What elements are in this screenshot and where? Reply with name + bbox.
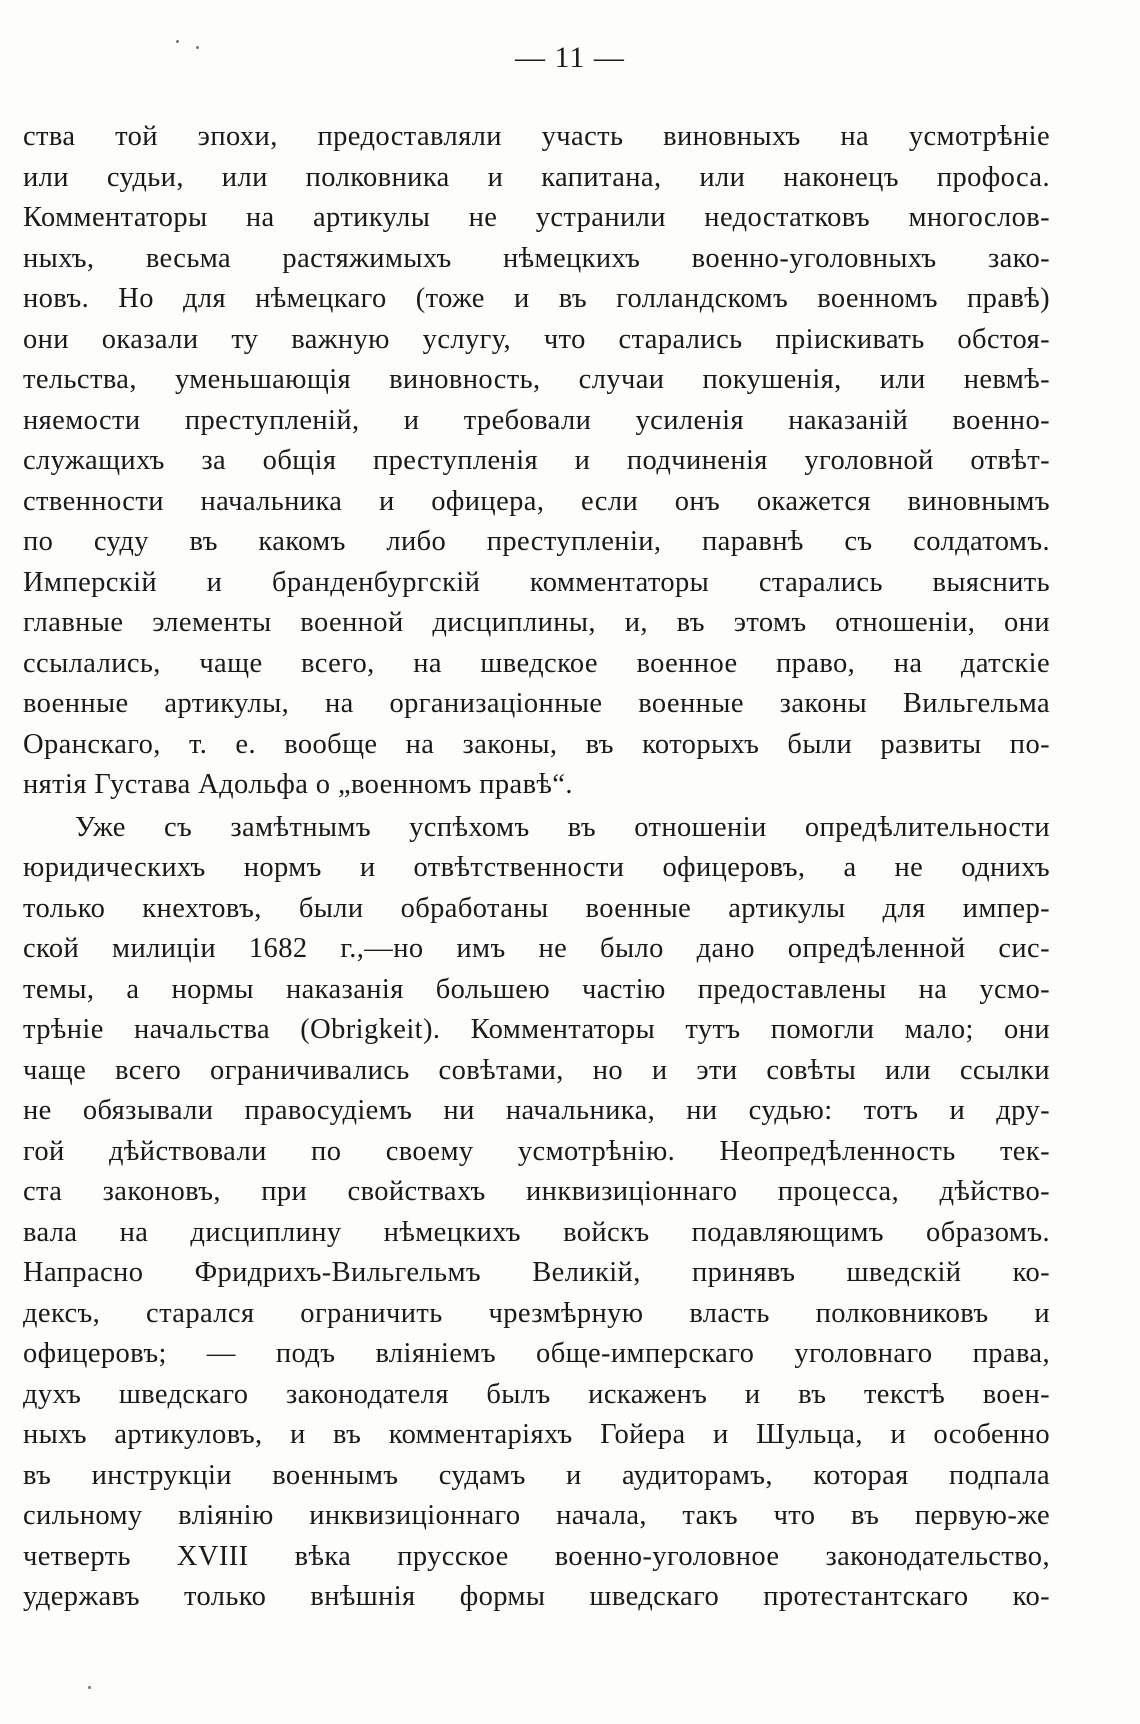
text-line: юридическихъ нормъ и отвѣтственности офицеровъ, а не однихъ <box>23 852 1050 883</box>
text-line: Уже съ замѣтнымъ успѣхомъ въ отношеніи опредѣлительности <box>75 811 1050 843</box>
text-line: чаще всего ограничивались совѣтами, но и эти совѣты или ссылки <box>23 1054 1050 1086</box>
text-line: главные элементы военной дисциплины, и, въ этомъ отношеніи, они <box>23 607 1050 638</box>
text-line: гой дѣйствовали по своему усмотрѣнію. Неопредѣленность тек- <box>23 1135 1050 1167</box>
text-line: ской милиціи 1682 г.,—но имъ не было дано опредѣленной сис- <box>23 933 1050 964</box>
text-line: или судьи, или полковника и капитана, или наконецъ профоса. <box>23 161 1050 193</box>
text-line: нятія Густава Адольфа о „военномъ правѣ“. <box>23 769 573 800</box>
text-line: трѣніе начальства (Obrigkeit). Комментаторы тутъ помогли мало; они <box>23 1014 1050 1045</box>
text-line: ственности начальника и офицера, если онъ окажется виновнымъ <box>23 485 1050 517</box>
text-line: Имперскій и бранденбургскій комментаторы старались выяснить <box>23 566 1050 598</box>
text-line: ныхъ, весьма растяжимыхъ нѣмецкихъ военно-уголовныхъ зако- <box>23 242 1050 274</box>
text-line: Оранскаго, т. е. вообще на законы, въ которыхъ были развиты по- <box>23 728 1050 760</box>
text-line: только кнехтовъ, были обработаны военные артикулы для импер- <box>23 892 1050 924</box>
text-line: они оказали ту важную услугу, что старались пріискивать обстоя- <box>23 323 1050 355</box>
paragraph-2 <box>23 808 1050 1618</box>
text-line: ссылались, чаще всего, на шведское военное право, на датскіе <box>23 647 1050 679</box>
print-speck <box>176 40 179 43</box>
text-line: удержавъ только внѣшнія формы шведскаго протестантскаго ко- <box>23 1581 1050 1612</box>
text-line: четверть XVIII вѣка прусское военно-уголовное законодательство, <box>23 1540 1050 1572</box>
text-line: по суду въ какомъ либо преступленіи, паравнѣ съ солдатомъ. <box>23 526 1050 557</box>
page-number: — 11 — <box>515 41 625 74</box>
text-line: Напрасно Фридрихъ-Вильгельмъ Великій, принявъ шведскій ко- <box>23 1257 1050 1288</box>
text-line: дексъ, старался ограничить чрезмѣрную власть полковниковъ и <box>23 1297 1050 1329</box>
text-line: ныхъ артикуловъ, и въ комментаріяхъ Гойера и Шульца, и особенно <box>23 1419 1050 1450</box>
body-text <box>23 117 1050 1618</box>
print-speck <box>196 46 199 49</box>
text-line: вала на дисциплину нѣмецкихъ войскъ подавляющимъ образомъ. <box>23 1216 1050 1248</box>
text-line: няемости преступленій, и требовали усиленія наказаній военно- <box>23 404 1050 436</box>
text-line: военные артикулы, на организаціонные военные законы Вильгельма <box>23 688 1050 719</box>
text-line: ства той эпохи, предоставляли участь виновныхъ на усмотрѣніе <box>23 121 1050 152</box>
text-line: новъ. Но для нѣмецкаго (тоже и въ голландскомъ военномъ правѣ) <box>23 283 1050 314</box>
text-line: духъ шведскаго законодателя былъ искаженъ и въ текстѣ воен- <box>23 1378 1050 1410</box>
text-line: въ инструкціи военнымъ судамъ и аудиторамъ, которая подпала <box>23 1459 1050 1491</box>
text-line: темы, а нормы наказанія большею частію предоставлены на усмо- <box>23 973 1050 1005</box>
print-speck <box>88 1686 91 1689</box>
text-line: офицеровъ; — подъ вліяніемъ обще-имперскаго уголовнаго права, <box>23 1338 1050 1369</box>
text-line: ста законовъ, при свойствахъ инквизиціоннаго процесса, дѣйство- <box>23 1176 1050 1207</box>
text-line: Комментаторы на артикулы не устранили недостатковъ многослов- <box>23 202 1050 233</box>
text-line: не обязывали правосудіемъ ни начальника, ни судью: тотъ и дру- <box>23 1095 1050 1126</box>
paragraph-1 <box>23 117 1050 806</box>
text-line: сильному вліянію инквизиціоннаго начала, такъ что въ первую-же <box>23 1500 1050 1531</box>
text-line: служащихъ за общія преступленія и подчиненія уголовной отвѣт- <box>23 445 1050 476</box>
text-line: тельства, уменьшающія виновность, случаи покушенія, или невмѣ- <box>23 364 1050 395</box>
